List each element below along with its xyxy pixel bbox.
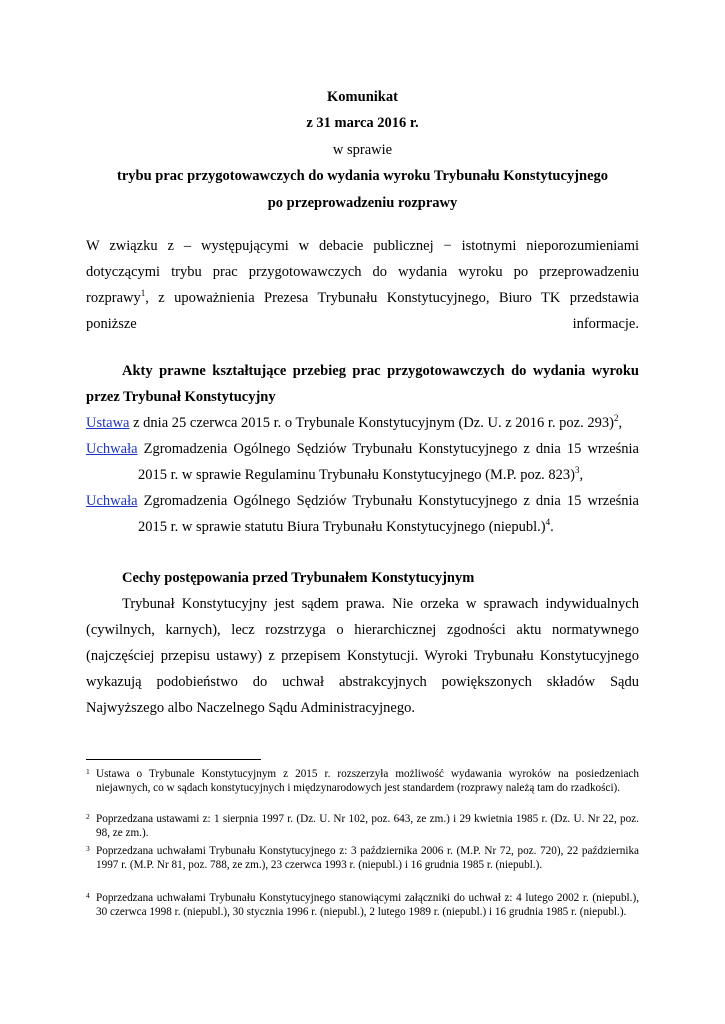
legal-act-item: Uchwała Zgromadzenia Ogólnego Sędziów Trybunału Konstytucyjnego z dnia 15 września 2015 r. w sprawie statutu Biura Trybunału Konstytucyjnego (niepubl.)$^4$. — [86, 493, 639, 535]
document-subject-line-2: po przeprowadzeniu rozprawy — [267, 194, 458, 211]
intro-paragraph: W związku z – występującymi w debacie publicznej − istotnymi nieporozumieniami dotyczącymi trybu prac przygotowawczych do wydania wyroku po przeprowadzeniu rozprawy$^1$, z upoważnienia Prezesa Trybunału Konstytucyjnego, Biuro TK przedstawia poniższe informacje. — [86, 238, 639, 332]
legal-act-item: Ustawa z dnia 25 czerwca 2015 r. o Trybunale Konstytucyjnym (Dz. U. z 2016 r. poz. 293)$^2$, — [86, 413, 623, 431]
footnote-text: Poprzedzana ustawami z: 1 sierpnia 1997 r. (Dz. U. Nr 102, poz. 643, ze zm.) i 29 kwietnia 1985 r. (Dz. U. Nr 22, poz. 98, ze zm.). — [96, 813, 639, 839]
section-2-body: Trybunał Konstytucyjny jest sądem prawa. Nie orzeka w sprawach indywidualnych (cywilnych, karnych), lecz rozstrzyga o hierarchicznej zgodności aktu normatywnego (najczęściej przepisu ustawy) z przepisem Konstytucji. Wyroki Trybunału Konstytucyjnego wykazują podobieństwo do uchwał abstrakcyjnych powiększonych składów Sądu Najwyższego albo Naczelnego Sądu Administracyjnego. — [86, 596, 639, 716]
footnote: 1 Ustawa o Trybunale Konstytucyjnym z 2015 r. rozszerzyła możliwość wydawania wyroków na posiedzeniach niejawnych, co w sądach konstytucyjnych i międzynarodowych jest standardem (rozprawy należą tam do rzadkości). — [86, 767, 639, 794]
legal-act-link[interactable]: Ustawa — [86, 415, 130, 431]
footnote: 2 Poprzedzana ustawami z: 1 sierpnia 1997 r. (Dz. U. Nr 102, poz. 643, ze zm.) i 29 kwietnia 1985 r. (Dz. U. Nr 22, poz. 98, ze zm.). — [86, 812, 639, 839]
footnote-text: Ustawa o Trybunale Konstytucyjnym z 2015 r. rozszerzyła możliwość wydawania wyroków na posiedzeniach niejawnych, co w sądach konstytucyjnych i międzynarodowych jest standardem (rozprawy należą tam do rzadkości). — [96, 768, 639, 794]
footnote-text: Poprzedzana uchwałami Trybunału Konstytucyjnego stanowiącymi załączniki do uchwał z: 4 lutego 2002 r. (niepubl.), 30 czerwca 1998 r. (niepubl.), 30 stycznia 1996 r. (niepubl.), 2 lutego 1989 r. (niepubl.) i 16 grudnia 1985 r. (niepubl.). — [96, 892, 639, 918]
footnote-ref-3[interactable]: 3 — [575, 465, 580, 476]
section-1-heading-line-1: Akty prawne kształtujące przebieg prac przygotowawczych do wydania wyroku — [122, 363, 639, 379]
section-2-heading: Cechy postępowania przed Trybunałem Konstytucyjnym — [122, 570, 475, 586]
footnote-ref-2[interactable]: 2 — [613, 413, 619, 424]
document-title: Komunikat — [327, 89, 398, 105]
document-regarding: w sprawie — [332, 141, 393, 158]
legal-act-item: Uchwała Zgromadzenia Ogólnego Sędziów Trybunału Konstytucyjnego z dnia 15 września 2015 r. w sprawie Regulaminu Trybunału Konstytucyjnego (M.P. poz. 823)$^3$, — [86, 441, 639, 483]
legal-act-link[interactable]: Uchwała — [86, 493, 138, 509]
document-subject-line-1: trybu prac przygotowawczych do wydania wyroku Trybunału Konstytucyjnego — [116, 168, 609, 185]
footnote: 3 Poprzedzana uchwałami Trybunału Konstytucyjnego z: 3 października 2006 r. (M.P. Nr 72, poz. 720), 22 października 1997 r. (M.P. Nr 81, poz. 788, ze zm.), 23 czerwca 1993 r. (niepubl.) i 16 grudnia 1985 r. (niepubl.). — [86, 844, 639, 871]
footnote: 4 Poprzedzana uchwałami Trybunału Konstytucyjnego stanowiącymi załączniki do uchwał z: 4 lutego 2002 r. (niepubl.), 30 czerwca 1998 r. (niepubl.), 30 stycznia 1996 r. (niepubl.), 2 lutego 1989 r. (niepubl.) i 16 grudnia 1985 r. (niepubl.). — [86, 891, 639, 918]
footnote-text: Poprzedzana uchwałami Trybunału Konstytucyjnego z: 3 października 2006 r. (M.P. Nr 72, poz. 720), 22 października 1997 r. (M.P. Nr 81, poz. 788, ze zm.), 23 czerwca 1993 r. (niepubl.) i 16 grudnia 1985 r. (niepubl.). — [96, 845, 639, 871]
section-1-heading-line-2: przez Trybunał Konstytucyjny — [86, 389, 276, 405]
legal-act-link[interactable]: Uchwała — [86, 441, 138, 457]
document-header — [86, 84, 639, 216]
footnote-ref-4[interactable]: 4 — [545, 517, 551, 528]
footnote-separator — [86, 759, 261, 760]
document-date: z 31 marca 2016 r. — [306, 115, 419, 132]
footnote-ref-1[interactable]: 1 — [140, 288, 146, 299]
